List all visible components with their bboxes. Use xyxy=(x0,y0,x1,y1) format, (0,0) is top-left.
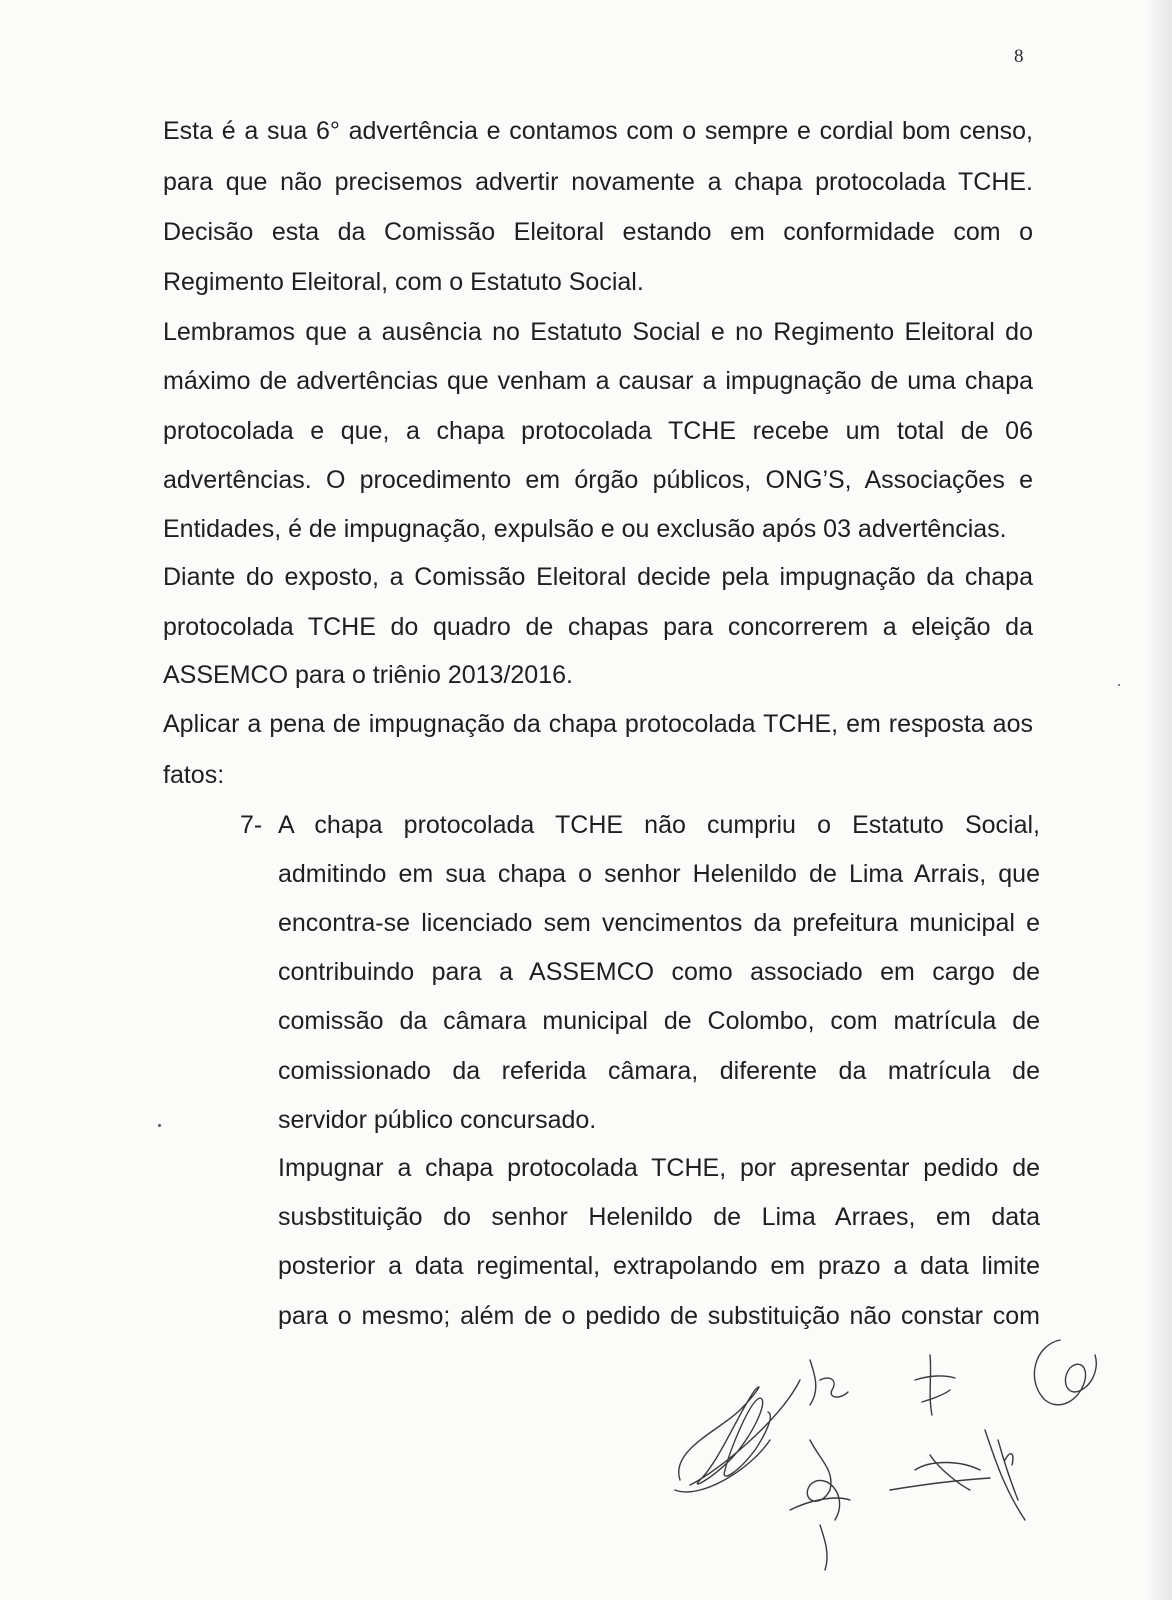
list-item-7-marker: 7- xyxy=(240,811,263,839)
paragraph-5-line-3: posterior a data regimental, extrapolando em prazo a data limite xyxy=(278,1252,1040,1280)
signature-3 xyxy=(915,1355,955,1415)
signature-1 xyxy=(679,1380,800,1485)
list-item-7-line-4: contribuindo para a ASSEMCO como associado em cargo de xyxy=(278,958,1040,986)
paragraph-1-line-2: para que não precisemos advertir novamente a chapa protocolada TCHE. xyxy=(163,168,1033,196)
paragraph-2-line-1: Lembramos que a ausência no Estatuto Social e no Regimento Eleitoral do xyxy=(163,318,1033,346)
scan-speck xyxy=(158,1124,161,1127)
paragraph-3-line-1: Diante do exposto, a Comissão Eleitoral decide pela impugnação da chapa xyxy=(163,563,1033,591)
paragraph-5-line-1: Impugnar a chapa protocolada TCHE, por apresentar pedido de xyxy=(278,1154,1040,1182)
paragraph-2-line-4: advertências. O procedimento em órgão públicos, ONG’S, Associações e xyxy=(163,466,1033,494)
paragraph-5-line-2: susbstituição do senhor Helenildo de Lima Arraes, em data xyxy=(278,1203,1040,1231)
list-item-7-line-7: servidor público concursado. xyxy=(278,1106,597,1134)
paragraph-4-line-1: Aplicar a pena de impugnação da chapa protocolada TCHE, em resposta aos xyxy=(163,710,1033,738)
paragraph-3-line-2: protocolada TCHE do quadro de chapas para concorrerem a eleição da xyxy=(163,613,1033,641)
signature-4 xyxy=(985,1430,1025,1520)
signature-2 xyxy=(810,1360,848,1405)
page-edge-shadow xyxy=(1146,0,1172,1600)
list-item-7-line-2: admitindo em sua chapa o senhor Helenildo de Lima Arrais, que xyxy=(278,860,1040,888)
paragraph-1-line-4: Regimento Eleitoral, com o Estatuto Social. xyxy=(163,268,644,296)
paragraph-4-line-2: fatos: xyxy=(163,761,225,789)
paragraph-2-line-3: protocolada e que, a chapa protocolada TCHE recebe um total de 06 xyxy=(163,417,1033,445)
paragraph-3-line-3: ASSEMCO para o triênio 2013/2016. xyxy=(163,661,573,689)
handwritten-signatures xyxy=(660,1320,1130,1590)
paragraph-5-line-4: para o mesmo; além de o pedido de substituição não constar com xyxy=(278,1302,1040,1330)
paragraph-1-line-1: Esta é a sua 6° advertência e contamos com o sempre e cordial bom censo, xyxy=(163,117,1033,145)
list-item-7-line-6: comissionado da referida câmara, diferente da matrícula de xyxy=(278,1057,1040,1085)
list-item-7-line-5: comissão da câmara municipal de Colombo, com matrícula de xyxy=(278,1007,1040,1035)
scan-speck xyxy=(1118,684,1120,686)
paragraph-2-line-2: máximo de advertências que venham a causar a impugnação de uma chapa xyxy=(163,367,1033,395)
list-item-7-line-3: encontra-se licenciado sem vencimentos da prefeitura municipal e xyxy=(278,909,1040,937)
page-number: 8 xyxy=(1014,46,1024,67)
paragraph-1-line-3: Decisão esta da Comissão Eleitoral estando em conformidade com o xyxy=(163,218,1033,246)
paragraph-2-line-5: Entidades, é de impugnação, expulsão e ou exclusão após 03 advertências. xyxy=(163,515,1007,543)
list-item-7-line-1: A chapa protocolada TCHE não cumpriu o Estatuto Social, xyxy=(278,811,1040,839)
signature-5 xyxy=(1034,1340,1096,1405)
